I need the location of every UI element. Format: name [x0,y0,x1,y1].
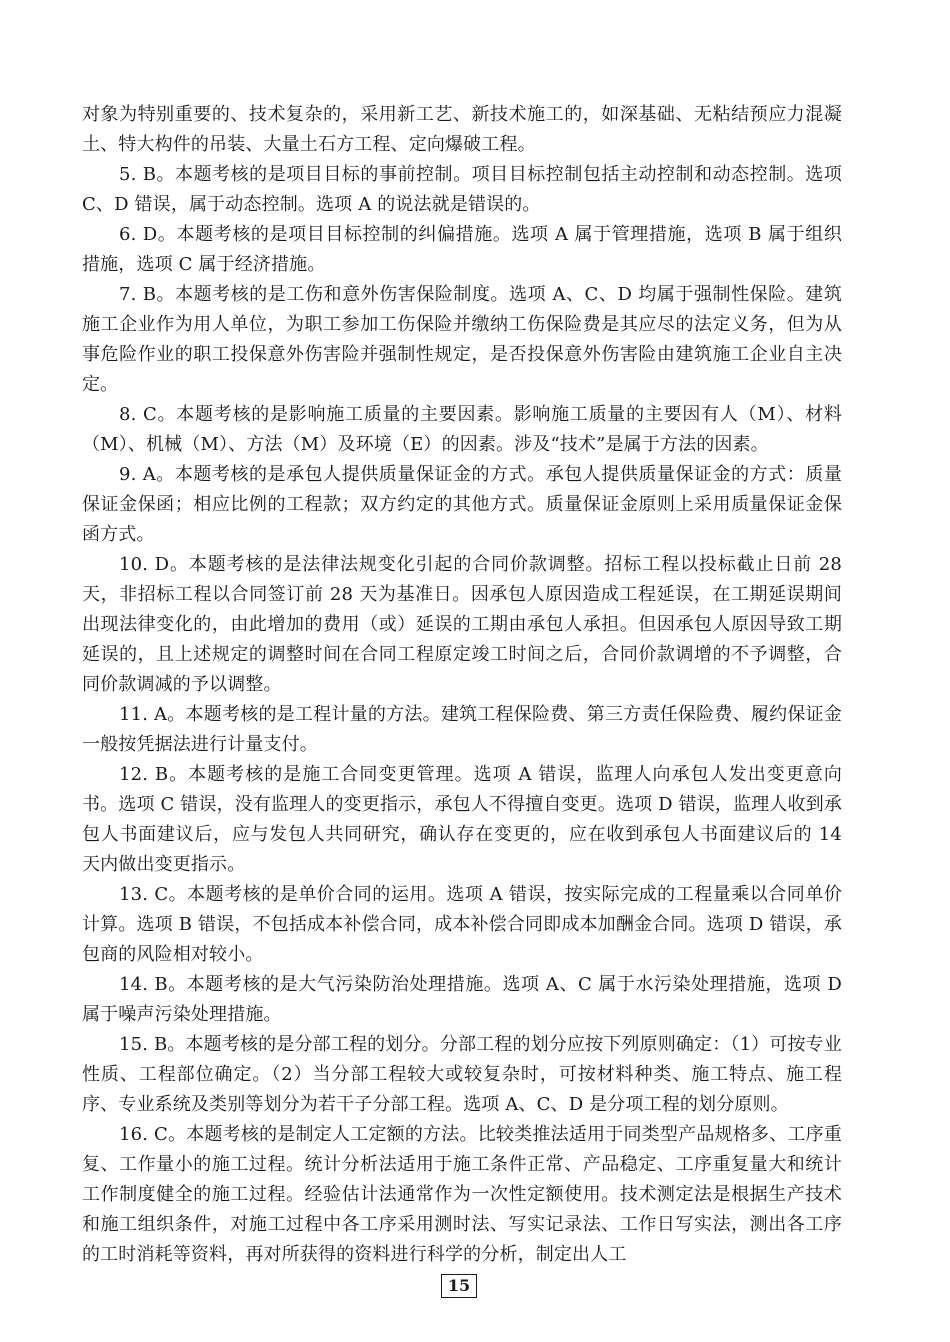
answer-15-paragraph: 15. B。本题考核的是分部工程的划分。分部工程的划分应按下列原则确定：（1）可按专业性质、工程部位确定。（2）当分部工程较大或较复杂时，可按材料种类、施工特点、施工程序、专业系统及类别等划分为若干子分部工程。选项 A、C、D 是分项工程的划分原则。 [82,1034,842,1115]
paragraph-continued: 对象为特别重要的、技术复杂的，采用新工艺、新技术施工的，如深基础、无粘结预应力混凝土、特大构件的吊装、大量土石方工程、定向爆破工程。 [82,104,842,155]
answer-13-paragraph: 13. C。本题考核的是单价合同的运用。选项 A 错误，按实际完成的工程量乘以合同单价计算。选项 B 错误，不包括成本补偿合同，成本补偿合同即成本加酬金合同。选项 D 错误，承包商的风险相对较小。 [82,884,842,965]
answer-explanations [82,100,842,1270]
answer-5-paragraph: 5. B。本题考核的是项目目标的事前控制。项目目标控制包括主动控制和动态控制。选项 C、D 错误，属于动态控制。选项 A 的说法就是错误的。 [82,164,842,215]
answer-11-paragraph: 11. A。本题考核的是工程计量的方法。建筑工程保险费、第三方责任保险费、履约保证金一般按凭据法进行计量支付。 [82,704,842,755]
answer-6-paragraph: 6. D。本题考核的是项目目标控制的纠偏措施。选项 A 属于管理措施，选项 B 属于组织措施，选项 C 属于经济措施。 [82,224,842,275]
answer-14-paragraph: 14. B。本题考核的是大气污染防治处理措施。选项 A、C 属于水污染处理措施，选项 D 属于噪声污染处理措施。 [82,974,842,1025]
page-number: 15 [441,1274,477,1298]
answer-16-paragraph: 16. C。本题考核的是制定人工定额的方法。比较类推法适用于同类型产品规格多、工序重复、工作量小的施工过程。统计分析法适用于施工条件正常、产品稳定、工序重复量大和统计工作制度健全的施工过程。经验估计法通常作为一次性定额使用。技术测定法是根据生产技术和施工组织条件，对施工过程中各工序采用测时法、写实记录法、工作日写实法，测出各工序的工时消耗等资料，再对所获得的资料进行科学的分析，制定出人工 [82,1124,842,1265]
answer-9-paragraph: 9. A。本题考核的是承包人提供质量保证金的方式。承包人提供质量保证金的方式：质量保证金保函；相应比例的工程款；双方约定的其他方式。质量保证金原则上采用质量保证金保函方式。 [82,464,842,545]
answer-7-paragraph: 7. B。本题考核的是工伤和意外伤害保险制度。选项 A、C、D 均属于强制性保险。建筑施工企业作为用人单位，为职工参加工伤保险并缴纳工伤保险费是其应尽的法定义务，但为从事危险作业的职工投保意外伤害险并强制性规定，是否投保意外伤害险由建筑施工企业自主决定。 [82,284,842,395]
answer-8-paragraph: 8. C。本题考核的是影响施工质量的主要因素。影响施工质量的主要因有人（M）、材料（M）、机械（M）、方法（M）及环境（E）的因素。涉及“技术”是属于方法的因素。 [82,404,842,455]
answer-10-paragraph: 10. D。本题考核的是法律法规变化引起的合同价款调整。招标工程以投标截止日前 28 天，非招标工程以合同签订前 28 天为基准日。因承包人原因造成工程延误，在工期延误期间出现法律变化的，由此增加的费用（或）延误的工期由承包人承担。但因承包人原因导致工期延误的，且上述规定的调整时间在合同工程原定竣工时间之后，合同价款调增的不予调整，合同价款调减的予以调整。 [82,554,842,695]
answer-12-paragraph: 12. B。本题考核的是施工合同变更管理。选项 A 错误，监理人向承包人发出变更意向书。选项 C 错误，没有监理人的变更指示，承包人不得擅自变更。选项 D 错误，监理人收到承包人书面建议后，应与发包人共同研究，确认存在变更的，应在收到承包人书面建议后的 14 天内做出变更指示。 [82,764,842,875]
